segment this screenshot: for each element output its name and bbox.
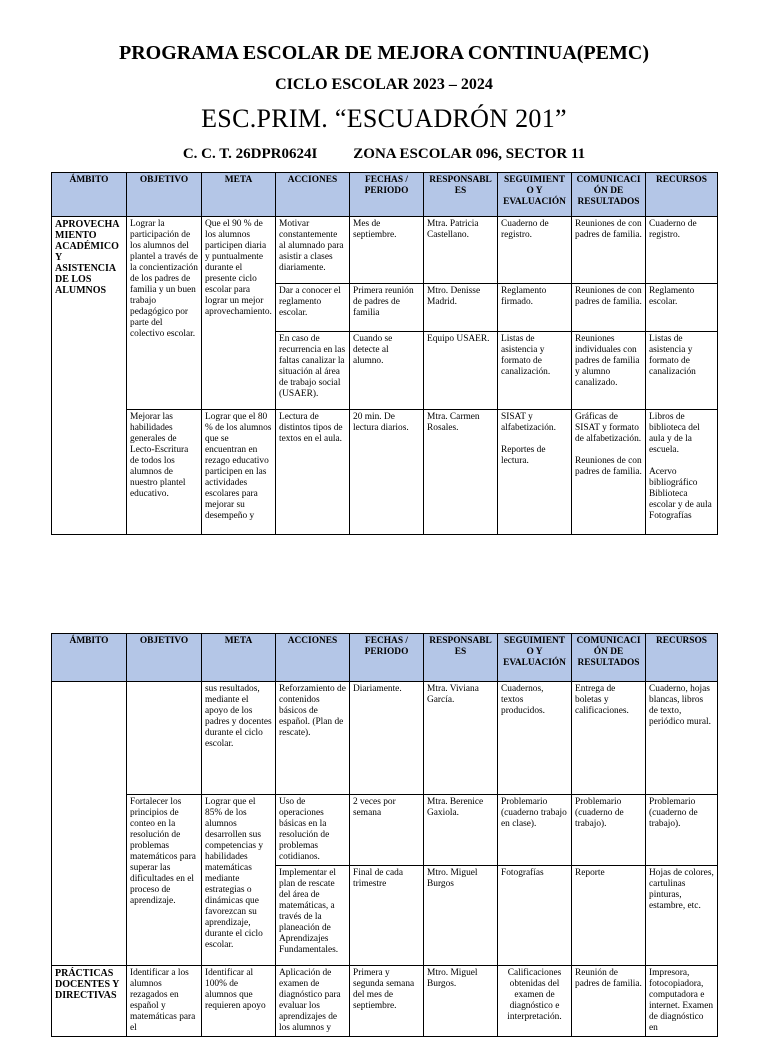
column-header: FECHAS / PERIODO xyxy=(350,634,424,682)
recursos-text: Acervo bibliográfico Biblioteca escolar y de aula Fotografías xyxy=(649,467,712,521)
acciones-cell: Dar a conocer el reglamento escolar. xyxy=(276,284,350,332)
fechas-cell: 2 veces por semana xyxy=(350,795,424,866)
fechas-cell: Mes de septiembre. xyxy=(350,217,424,284)
table-row xyxy=(52,217,718,284)
seguimiento-cell xyxy=(498,410,572,535)
seguimiento-cell: Fotografías xyxy=(498,866,572,966)
ambito-cell: APROVECHAMIENTO ACADÉMICO Y ASISTENCIA DE LOS ALUMNOS xyxy=(52,217,127,535)
table-header-row xyxy=(52,173,718,217)
pemc-table-page1 xyxy=(51,172,718,535)
seguimiento-text: SISAT y alfabetización. xyxy=(501,412,556,433)
ambito-cell: PRÁCTICAS DOCENTES Y DIRECTIVAS xyxy=(52,966,127,1037)
school-codes xyxy=(0,146,768,163)
comunicacion-cell: Entrega de boletas y calificaciones. xyxy=(572,682,646,795)
fechas-cell: Final de cada trimestre xyxy=(350,866,424,966)
seguimiento-cell: Listas de asistencia y formato de canalización. xyxy=(498,332,572,410)
table-row xyxy=(52,410,718,535)
objetivo-cell: Identificar a los alumnos rezagados en español y matemáticas para el xyxy=(127,966,202,1037)
comunicacion-cell: Reuniones de con padres de familia. xyxy=(572,217,646,284)
seguimiento-text: Reportes de lectura. xyxy=(501,445,546,466)
acciones-cell: Implementar el plan de rescate del área de matemáticas, a través de la planeación de Aprendizajes Fundamentales. xyxy=(276,866,350,966)
meta-cell: Identificar al 100% de alumnos que requieren apoyo xyxy=(202,966,276,1037)
recursos-cell: Cuaderno, hojas blancas, libros de texto, periódico mural. xyxy=(646,682,718,795)
responsables-cell: Mtra. Berenice Gaxiola. xyxy=(424,795,498,866)
objetivo-cell: Fortalecer los principios de conteo en la resolución de problemas matemáticos para superar las dificultades en el proceso de aprendizaje. xyxy=(127,795,202,966)
table-header-row xyxy=(52,634,718,682)
seguimiento-cell: Cuadernos, textos producidos. xyxy=(498,682,572,795)
responsables-cell: Equipo USAER. xyxy=(424,332,498,410)
table-row xyxy=(52,682,718,795)
responsables-cell: Mtro. Denisse Madrid. xyxy=(424,284,498,332)
column-header: RECURSOS xyxy=(646,173,718,217)
meta-cell: Lograr que el 80 % de los alumnos que se encuentran en rezago educativo participen en las actividades escolares para mejorar su desempeño y xyxy=(202,410,276,535)
table-row xyxy=(52,795,718,866)
column-header: COMUNICACIÓN DE RESULTADOS xyxy=(572,634,646,682)
comunicacion-cell: Reuniones de con padres de familia. xyxy=(572,284,646,332)
fechas-cell: Cuando se detecte al alumno. xyxy=(350,332,424,410)
column-header: ÁMBITO xyxy=(52,173,127,217)
column-header: ACCIONES xyxy=(276,173,350,217)
meta-cell: sus resultados, mediante el apoyo de los padres y docentes durante el ciclo escolar. xyxy=(202,682,276,795)
recursos-cell: Hojas de colores, cartulinas pinturas, estambre, etc. xyxy=(646,866,718,966)
recursos-cell: Reglamento escolar. xyxy=(646,284,718,332)
column-header: ÁMBITO xyxy=(52,634,127,682)
responsables-cell: Mtra. Patricia Castellano. xyxy=(424,217,498,284)
pemc-table-page2 xyxy=(51,633,718,1037)
responsables-cell: Mtra. Viviana García. xyxy=(424,682,498,795)
comunicacion-text: Gráficas de SISAT y formato de alfabetización. xyxy=(575,412,642,444)
column-header: RESPONSABLES xyxy=(424,634,498,682)
column-header: ACCIONES xyxy=(276,634,350,682)
recursos-cell: Cuaderno de registro. xyxy=(646,217,718,284)
column-header: META xyxy=(202,173,276,217)
fechas-cell: 20 min. De lectura diarios. xyxy=(350,410,424,535)
objetivo-cell xyxy=(127,682,202,795)
school-name: ESC.PRIM. “ESCUADRÓN 201” xyxy=(201,104,567,133)
zone-sector: ZONA ESCOLAR 096, SECTOR 11 xyxy=(353,146,586,162)
comunicacion-cell: Reunión de padres de familia. xyxy=(572,966,646,1037)
column-header: SEGUIMIENTO Y EVALUACIÓN xyxy=(498,634,572,682)
comunicacion-cell: Reuniones individuales con padres de familia y alumno canalizado. xyxy=(572,332,646,410)
cct-code: C. C. T. 26DPR0624I xyxy=(182,146,318,162)
responsables-cell: Mtra. Carmen Rosales. xyxy=(424,410,498,535)
acciones-cell: Uso de operaciones básicas en la resolución de problemas cotidianos. xyxy=(276,795,350,866)
seguimiento-cell: Problemario (cuaderno trabajo en clase). xyxy=(498,795,572,866)
column-header: OBJETIVO xyxy=(127,173,202,217)
document-title: PROGRAMA ESCOLAR DE MEJORA CONTINUA(PEMC) xyxy=(119,42,649,64)
meta-cell: Lograr que el 85% de los alumnos desarrollen sus competencias y habilidades matemáticas mediante estrategias o dinámicas que favorezcan su aprendizaje, durante el ciclo escolar. xyxy=(202,795,276,966)
column-header: SEGUIMIENTO Y EVALUACIÓN xyxy=(498,173,572,217)
comunicacion-cell xyxy=(572,410,646,535)
column-header: META xyxy=(202,634,276,682)
comunicacion-cell: Problemario (cuaderno de trabajo). xyxy=(572,795,646,866)
responsables-cell: Mtro. Miguel Burgos xyxy=(424,866,498,966)
school-cycle: CICLO ESCOLAR 2023 – 2024 xyxy=(275,76,493,93)
acciones-cell: Reforzamiento de contenidos básicos de español. (Plan de rescate). xyxy=(276,682,350,795)
recursos-text: Libros de biblioteca del aula y de la escuela. xyxy=(649,412,700,455)
objetivo-cell: Lograr la participación de los alumnos del plantel a través de la concientización de los padres de familia y un buen trabajo pedagógico por parte del colectivo escolar. xyxy=(127,217,202,410)
column-header: COMUNICACIÓN DE RESULTADOS xyxy=(572,173,646,217)
acciones-cell: Aplicación de examen de diagnóstico para evaluar los aprendizajes de los alumnos y xyxy=(276,966,350,1037)
fechas-cell: Primera y segunda semana del mes de septiembre. xyxy=(350,966,424,1037)
recursos-cell: Problemario (cuaderno de trabajo). xyxy=(646,795,718,866)
fechas-cell: Primera reunión de padres de familia xyxy=(350,284,424,332)
column-header: RECURSOS xyxy=(646,634,718,682)
responsables-cell: Mtro. Miguel Burgos. xyxy=(424,966,498,1037)
comunicacion-cell: Reporte xyxy=(572,866,646,966)
comunicacion-text: Reuniones de con padres de familia. xyxy=(575,456,642,477)
recursos-cell: Impresora, fotocopiadora, computadora e internet. Examen de diagnóstico en xyxy=(646,966,718,1037)
recursos-cell xyxy=(646,410,718,535)
seguimiento-cell: Cuaderno de registro. xyxy=(498,217,572,284)
acciones-cell: Lectura de distintos tipos de textos en el aula. xyxy=(276,410,350,535)
seguimiento-cell: Calificaciones obtenidas del examen de diagnóstico e interpretación. xyxy=(498,966,572,1037)
recursos-cell: Listas de asistencia y formato de canalización xyxy=(646,332,718,410)
acciones-cell: En caso de recurrencia en las faltas canalizar la situación al área de trabajo social (USAER). xyxy=(276,332,350,410)
ambito-cell xyxy=(52,682,127,966)
table-row xyxy=(52,966,718,1037)
acciones-cell: Motivar constantemente al alumnado para asistir a clases diariamente. xyxy=(276,217,350,284)
objetivo-cell: Mejorar las habilidades generales de Lecto-Escritura de todos los alumnos de nuestro plantel educativo. xyxy=(127,410,202,535)
column-header: OBJETIVO xyxy=(127,634,202,682)
seguimiento-cell: Reglamento firmado. xyxy=(498,284,572,332)
fechas-cell: Diariamente. xyxy=(350,682,424,795)
column-header: FECHAS / PERIODO xyxy=(350,173,424,217)
meta-cell: Que el 90 % de los alumnos participen diaria y puntualmente durante el presente ciclo escolar para lograr un mejor aprovechamiento. xyxy=(202,217,276,410)
column-header: RESPONSABLES xyxy=(424,173,498,217)
